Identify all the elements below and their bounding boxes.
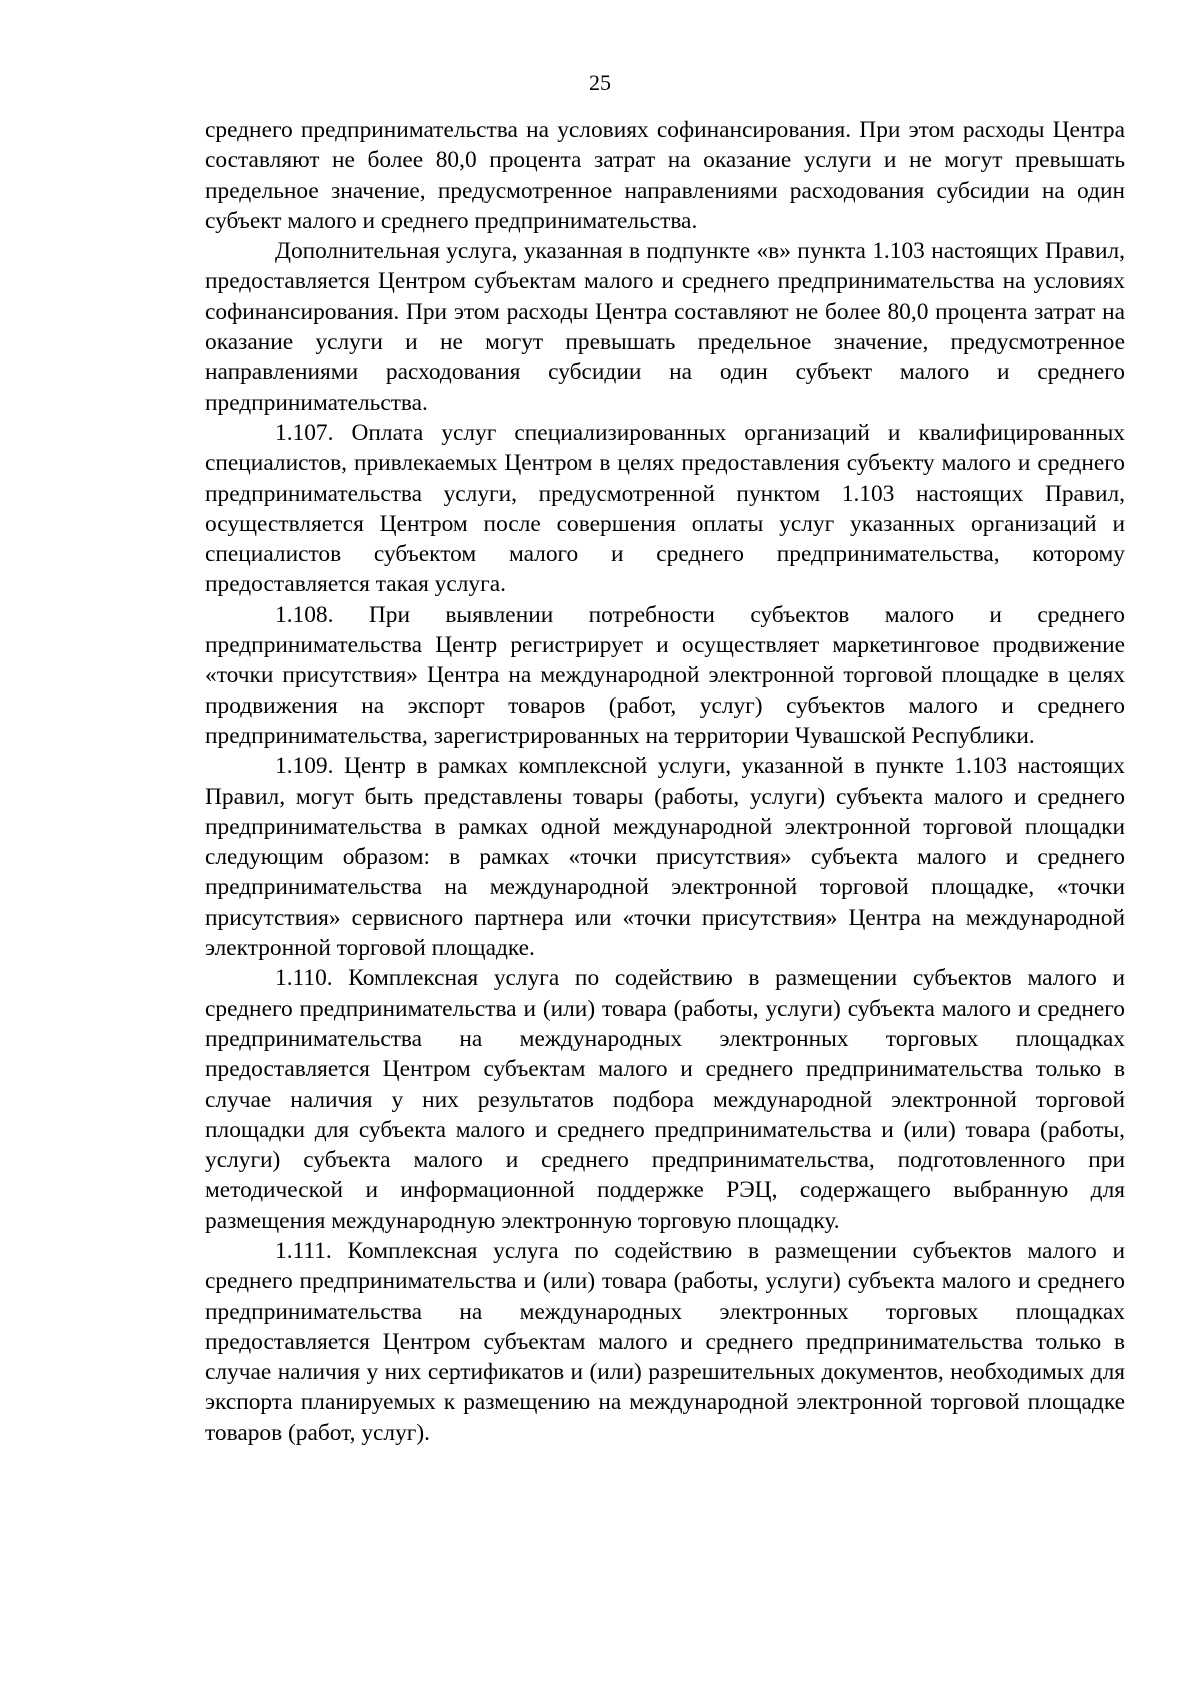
paragraph-1-107: 1.107. Оплата услуг специализированных организаций и квалифицированных специалистов, привлекаемых Центром в целях предоставления субъекту малого и среднего предпринимательства услуги, предусмотренной пунктом 1.103 настоящих Правил, осуществляется Центром после совершения оплаты услуг указанных организаций и специалистов субъектом малого и среднего предпринимательства, которому предоставляется такая услуга. [205,419,1125,598]
paragraph-additional-service: Дополнительная услуга, указанная в подпункте «в» пункта 1.103 настоящих Правил, предоставляется Центром субъектам малого и среднего предпринимательства на условиях софинансирования. При этом расходы Центра составляют не более 80,0 процента затрат на оказание услуги и не могут превышать предельное значение, предусмотренное направлениями расходования субсидии на один субъект малого и среднего предпринимательства. [205,238,1125,416]
document-body [205,115,1125,1448]
paragraph-1-110: 1.110. Комплексная услуга по содействию в размещении субъектов малого и среднего предпринимательства и (или) товара (работы, услуги) субъекта малого и среднего предпринимательства на международных электронных торговых площадках предоставляется Центром субъектам малого и среднего предпринимательства только в случае наличия у них результатов подбора международной электронной торговой площадки для субъекта малого и среднего предпринимательства и (или) товара (работы, услуги) субъекта малого и среднего предпринимательства, подготовленного при методической и информационной поддержке РЭЦ, содержащего выбранную для размещения международную электронную торговую площадку. [205,965,1125,1234]
paragraph-1-109: 1.109. Центр в рамках комплексной услуги, указанной в пункте 1.103 настоящих Правил, могут быть представлены товары (работы, услуги) субъекта малого и среднего предпринимательства в рамках одной международной электронной торговой площадки следующим образом: в рамках «точки присутствия» субъекта малого и среднего предпринимательства на международной электронной торговой площадке, «точки присутствия» сервисного партнера или «точки присутствия» Центра на международной электронной торговой площадке. [205,753,1125,962]
paragraph-1-111: 1.111. Комплексная услуга по содействию в размещении субъектов малого и среднего предпринимательства и (или) товара (работы, услуги) субъекта малого и среднего предпринимательства на международных электронных торговых площадках предоставляется Центром субъектам малого и среднего предпринимательства только в случае наличия у них сертификатов и (или) разрешительных документов, необходимых для экспорта планируемых к размещению на международной электронной торговой площадке товаров (работ, услуг). [205,1237,1125,1446]
page-number: 25 [589,70,611,95]
paragraph-1-108: 1.108. При выявлении потребности субъектов малого и среднего предпринимательства Центр регистрирует и осуществляет маркетинговое продвижение «точки присутствия» Центра на международной электронной торговой площадке в целях продвижения на экспорт товаров (работ, услуг) субъектов малого и среднего предпринимательства, зарегистрированных на территории Чувашской Республики. [205,601,1125,749]
paragraph-continuation: среднего предпринимательства на условиях софинансирования. При этом расходы Центра составляют не более 80,0 процента затрат на оказание услуги и не могут превышать предельное значение, предусмотренное направлениями расходования субсидии на один субъект малого и среднего предпринимательства. [205,117,1125,234]
